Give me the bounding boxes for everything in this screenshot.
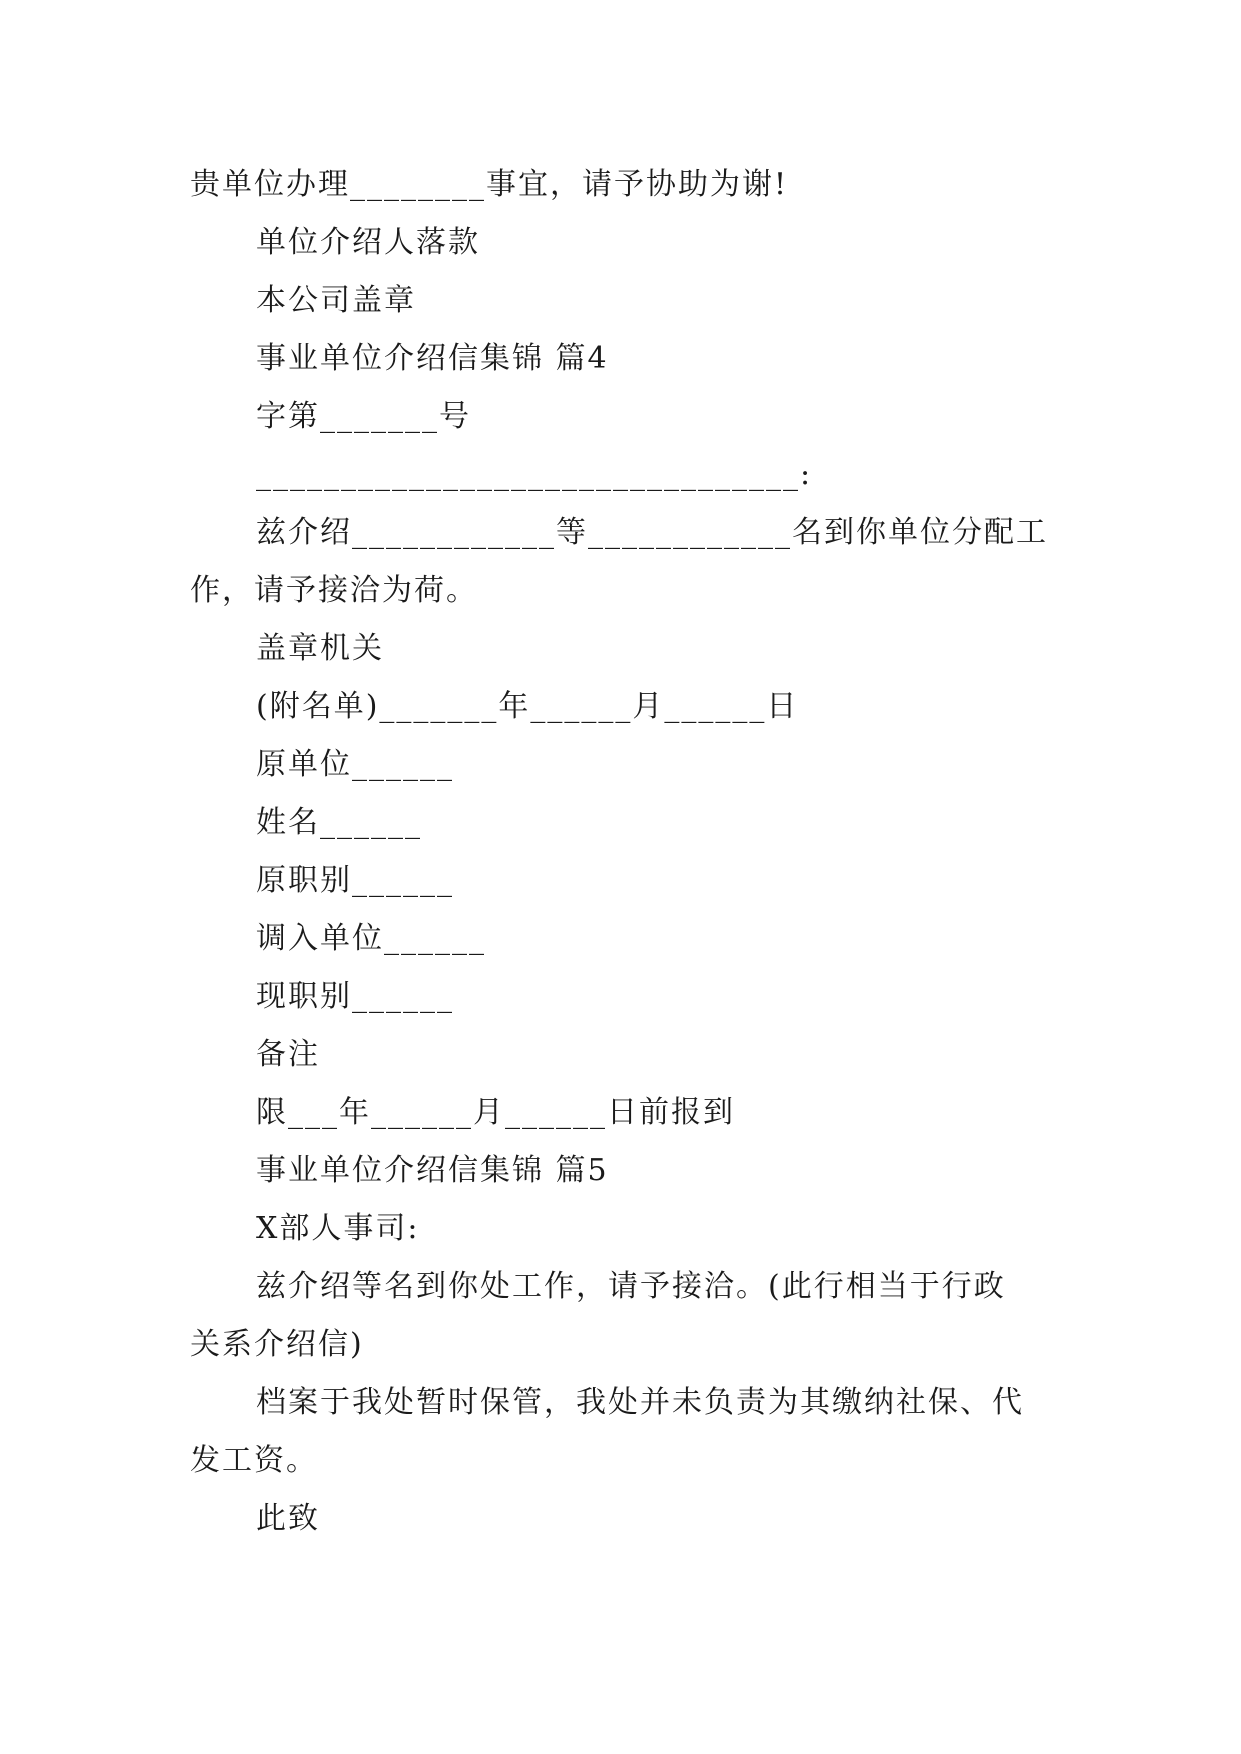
paragraph-line: 发工资。 bbox=[190, 1443, 318, 1478]
form-field-line: 姓名______ bbox=[256, 805, 422, 840]
form-field-line: 原单位______ bbox=[256, 747, 454, 782]
date-line: (附名单)_______年______月______日 bbox=[256, 689, 799, 724]
stamp-line: 本公司盖章 bbox=[256, 283, 416, 318]
paragraph-line: 兹介绍等名到你处工作，请予接洽。(此行相当于行政 bbox=[256, 1269, 1006, 1304]
paragraph-line: 关系介绍信) bbox=[190, 1327, 364, 1362]
signature-line: 单位介绍人落款 bbox=[256, 225, 480, 260]
form-field-line: 原职别______ bbox=[256, 863, 454, 898]
remarks-line: 备注 bbox=[256, 1037, 320, 1072]
paragraph-line: 档案于我处暂时保管，我处并未负责为其缴纳社保、代 bbox=[256, 1385, 1024, 1420]
form-field-line: 现职别______ bbox=[256, 979, 454, 1014]
deadline-line: 限___年______月______日前报到 bbox=[256, 1095, 735, 1130]
section-heading: 事业单位介绍信集锦 篇4 bbox=[256, 341, 609, 376]
form-field-line: 调入单位______ bbox=[256, 921, 486, 956]
paragraph-line: 贵单位办理________事宜，请予协助为谢! bbox=[190, 167, 789, 202]
stamp-authority-line: 盖章机关 bbox=[256, 631, 384, 666]
closing-line: 此致 bbox=[256, 1501, 320, 1536]
document-number-line: 字第_______号 bbox=[256, 399, 471, 434]
recipient-line: X部人事司: bbox=[256, 1211, 420, 1246]
paragraph-line: 兹介绍____________等____________名到你单位分配工 bbox=[256, 515, 1048, 550]
section-heading: 事业单位介绍信集锦 篇5 bbox=[256, 1153, 609, 1188]
paragraph-line: 作，请予接洽为荷。 bbox=[190, 573, 478, 608]
recipient-blank-line: ________________________________: bbox=[256, 457, 813, 492]
